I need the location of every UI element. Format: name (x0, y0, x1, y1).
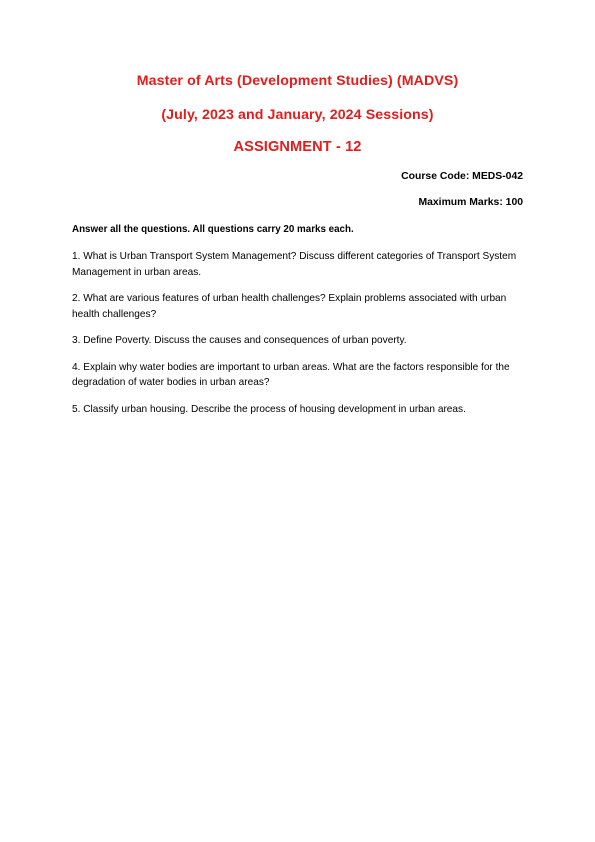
question-item: 1. What is Urban Transport System Management? Discuss different categories of Transport System Management in urban areas. (72, 251, 517, 278)
program-title: Master of Arts (Development Studies) (MADVS) (136, 73, 459, 89)
question-item: 4. Explain why water bodies are important to urban areas. What are the factors responsible for the degradation of water bodies in urban areas? (72, 361, 510, 388)
session-title: (July, 2023 and January, 2024 Sessions) (161, 107, 434, 123)
maximum-marks: Maximum Marks: 100 (418, 197, 523, 208)
assignment-title: ASSIGNMENT - 12 (233, 139, 362, 155)
question-list (72, 249, 524, 428)
course-code: Course Code: MEDS-042 (401, 171, 523, 182)
question-item: 3. Define Poverty. Discuss the causes and consequences of urban poverty. (72, 335, 407, 346)
question-item: 5. Classify urban housing. Describe the process of housing development in urban areas. (72, 403, 466, 415)
instructions: Answer all the questions. All questions carry 20 marks each. (72, 224, 354, 235)
question-item: 2. What are various features of urban health challenges? Explain problems associated with urban health challenges? (72, 293, 507, 320)
